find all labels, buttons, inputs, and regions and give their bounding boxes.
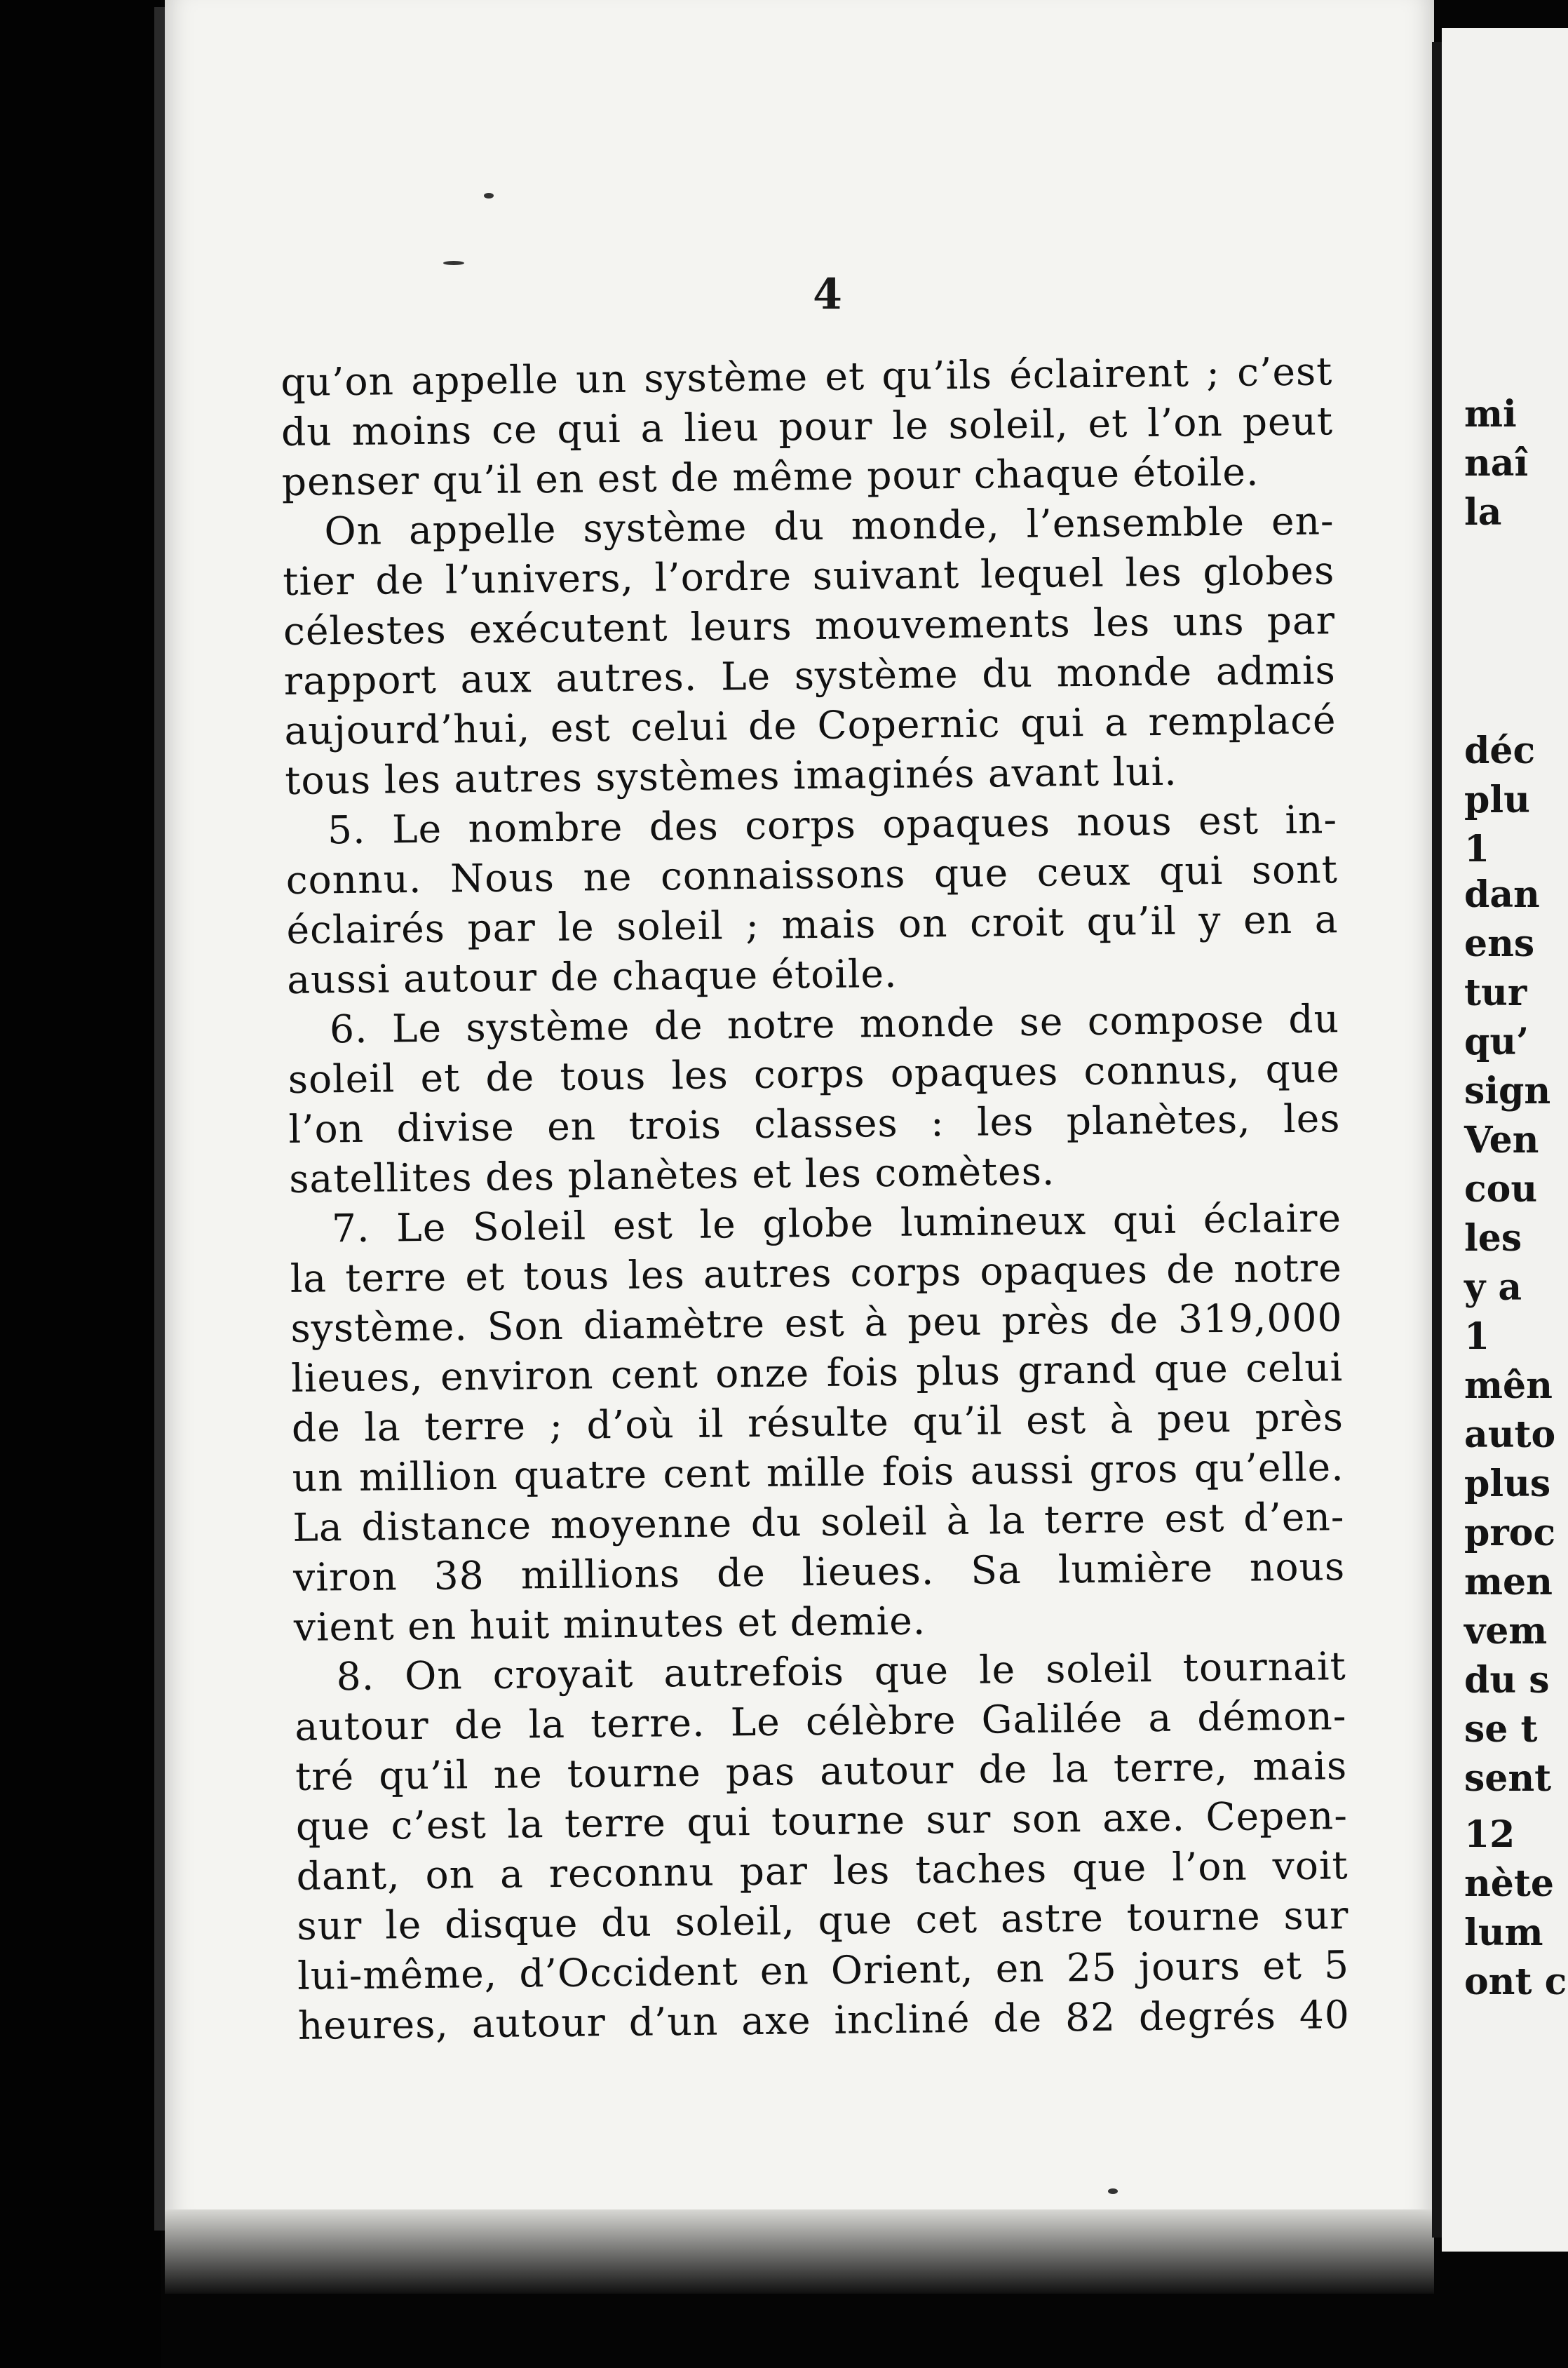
- text-line: tous les autres systèmes imaginés avant lui.: [284, 748, 1177, 803]
- text-line: 6. Le système de notre monde se compose du: [329, 996, 1340, 1052]
- text-line: aujourd’hui, est celui de Copernic qui a remplacé: [284, 697, 1337, 753]
- text-line: que c’est la terre qui tourne sur son axe. Cepen-: [295, 1793, 1349, 1849]
- scan-left-edge: [0, 0, 161, 2368]
- facing-page-fragment: lum: [1464, 1911, 1543, 1954]
- facing-page-fragment: du s: [1464, 1659, 1550, 1702]
- facing-page-fragment: ont c: [1464, 1960, 1567, 2003]
- text-line: soleil et de tous les corps opaques connus, que: [288, 1046, 1341, 1102]
- text-line: un million quatre cent mille fois aussi gros qu’elle.: [292, 1444, 1344, 1500]
- text-line: la terre et tous les autres corps opaques de notre: [290, 1245, 1343, 1301]
- text-line: l’on divise en trois classes : les planètes, les: [288, 1096, 1341, 1152]
- facing-page-fragment: nète: [1464, 1862, 1554, 1905]
- facing-page-fragment: sent: [1464, 1757, 1552, 1800]
- text-line: sur le disque du soleil, que cet astre tourne sur: [297, 1892, 1349, 1949]
- facing-page-fragment: tur: [1464, 971, 1527, 1014]
- text-line: système. Son diamètre est à peu près de 319,000: [290, 1295, 1343, 1351]
- text-line: 8. On croyait autrefois que le soleil tournait: [336, 1643, 1346, 1700]
- facing-page-fragment: proc: [1464, 1512, 1556, 1554]
- text-line: autour de la terre. Le célèbre Galilée a démon-: [295, 1693, 1347, 1749]
- text-line: lui-même, d’Occident en Orient, en 25 jours et 5: [297, 1942, 1350, 1998]
- ink-speck: [443, 261, 464, 265]
- text-line: 5. Le nombre des corps opaques nous est in-: [327, 797, 1338, 853]
- facing-page-fragment: déc: [1464, 729, 1536, 772]
- text-line: On appelle système du monde, l’ensemble en-: [324, 498, 1334, 554]
- facing-page-fragment: 1: [1464, 1315, 1490, 1358]
- facing-page-fragment: ens: [1464, 922, 1535, 965]
- facing-page-fragment: la: [1464, 491, 1502, 534]
- facing-page-fragment: qu’: [1464, 1021, 1529, 1063]
- facing-page-fragment: naî: [1464, 442, 1529, 485]
- facing-page-fragment: se t: [1464, 1708, 1538, 1751]
- text-line: dant, on a reconnu par les taches que l’on voit: [296, 1843, 1349, 1899]
- text-line: viron 38 millions de lieues. Sa lumière nous: [292, 1544, 1346, 1600]
- text-line: penser qu’il en est de même pour chaque étoile.: [281, 449, 1259, 504]
- page-bottom-edge: [165, 2209, 1434, 2294]
- page-gutter: [1432, 42, 1442, 2238]
- facing-page-fragment: mên: [1464, 1364, 1553, 1407]
- facing-page-fragment: cou: [1464, 1168, 1538, 1211]
- text-line: rapport aux autres. Le système du monde admis: [283, 647, 1337, 704]
- text-line: célestes exécutent leurs mouvements les uns par: [283, 598, 1336, 654]
- text-line: heures, autour d’un axe incliné de 82 degrés 40: [297, 1992, 1351, 2048]
- ink-speck: [1108, 2188, 1118, 2194]
- text-line: éclairés par le soleil ; mais on croit qu’il y en a: [286, 896, 1339, 953]
- text-line: tré qu’il ne tourne pas autour de la terre, mais: [295, 1743, 1348, 1799]
- facing-page-fragment: vem: [1464, 1610, 1548, 1653]
- ink-speck: [484, 193, 494, 199]
- facing-page-fragment: sign: [1464, 1070, 1551, 1112]
- facing-page-fragment: dan: [1464, 873, 1540, 916]
- facing-page-fragment: les: [1464, 1217, 1522, 1260]
- facing-page-fragment: Ven: [1464, 1119, 1539, 1162]
- text-line: satellites des planètes et les comètes.: [288, 1148, 1055, 1202]
- facing-page-fragment: 1: [1464, 828, 1490, 870]
- body-text: [281, 347, 1350, 2051]
- facing-page-fragment: mi: [1464, 393, 1517, 436]
- facing-page-fragment: plus: [1464, 1462, 1551, 1505]
- text-line: vient en huit minutes et demie.: [293, 1598, 926, 1650]
- text-line: de la terre ; d’où il résulte qu’il est à peu près: [291, 1394, 1344, 1451]
- facing-page-fragment: auto: [1464, 1413, 1556, 1456]
- facing-page-fragment: men: [1464, 1561, 1553, 1603]
- text-line: aussi autour de chaque étoile.: [286, 950, 898, 1002]
- page-number: 4: [813, 270, 842, 319]
- text-line: du moins ce qui a lieu pour le soleil, et l’on peut: [281, 398, 1334, 455]
- text-line: La distance moyenne du soleil à la terre est d’en-: [292, 1494, 1345, 1550]
- facing-page-fragment: y a: [1464, 1266, 1522, 1309]
- text-line: lieues, environ cent onze fois plus grand que celui: [290, 1345, 1344, 1401]
- text-line: 7. Le Soleil est le globe lumineux qui éclaire: [331, 1195, 1342, 1251]
- facing-page-fragment: 12: [1464, 1813, 1515, 1856]
- text-line: qu’on appelle un système et qu’ils éclairent ; c’est: [281, 349, 1333, 405]
- text-line: tier de l’univers, l’ordre suivant lequel les globes: [283, 548, 1335, 604]
- facing-page-fragment: plu: [1464, 779, 1530, 821]
- text-line: connu. Nous ne connaissons que ceux qui sont: [285, 847, 1339, 903]
